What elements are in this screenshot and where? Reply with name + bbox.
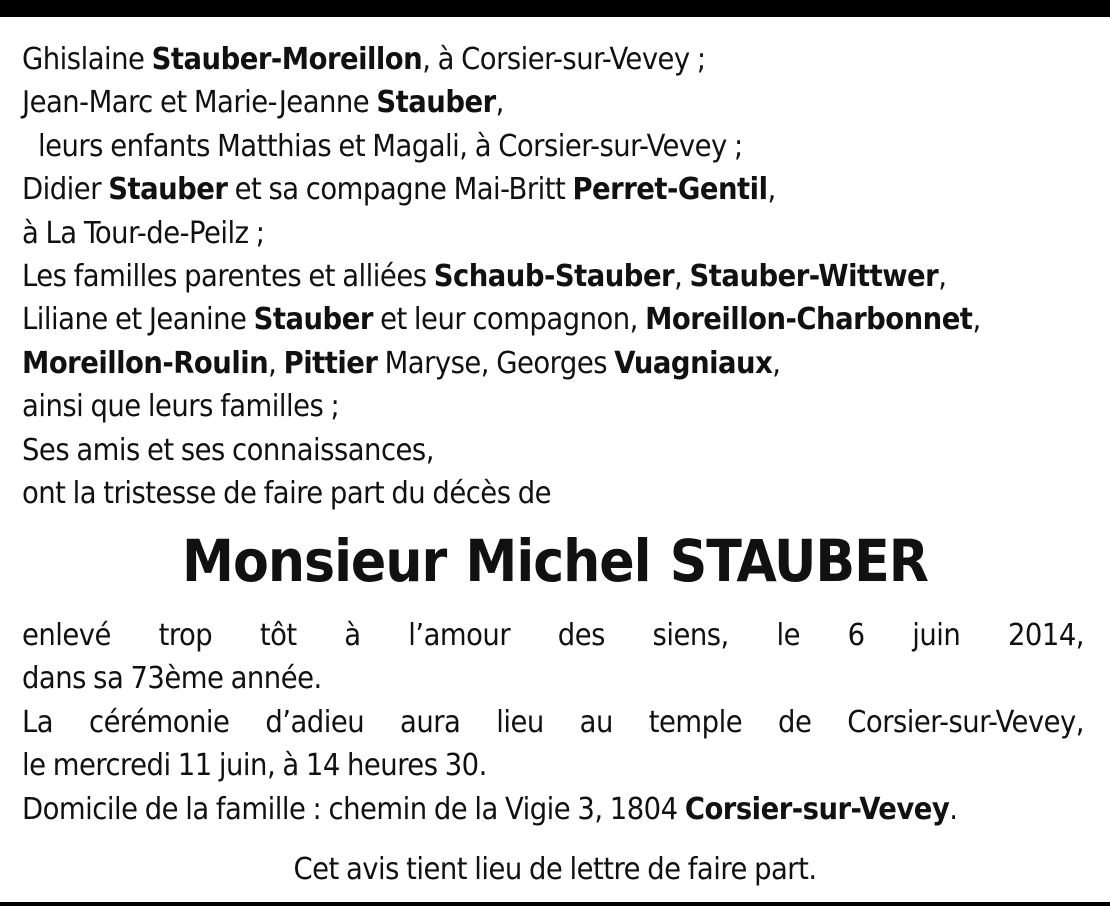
text-segment: leurs enfants Matthias et Magali, à Corsier-sur-Vevey ; [38, 128, 743, 164]
text-segment: à La Tour-de-Peilz ; [22, 215, 265, 251]
announcer-line [22, 125, 1092, 168]
text-segment: et sa compagne Mai-Britt [227, 172, 573, 208]
announcer-line [22, 168, 1092, 211]
text-segment: Jean-Marc et Marie-Jeanne [22, 85, 377, 121]
detail-line [22, 657, 1084, 700]
text-segment: Liliane et Jeanine [22, 302, 254, 338]
bold-name: Moreillon-Charbonnet [645, 302, 973, 338]
text-segment: dans sa 73ème année. [22, 661, 322, 697]
text-segment: . [949, 791, 958, 827]
closing-note: Cet avis tient lieu de lettre de faire part. [293, 852, 817, 887]
text-segment: , à Corsier-sur-Vevey ; [422, 42, 706, 77]
bold-name: Stauber [108, 172, 228, 208]
text-segment: , [772, 345, 781, 381]
text-segment: Ses amis et ses connaissances, [22, 432, 434, 468]
text-segment: , [495, 85, 504, 121]
deceased-name-heading: Monsieur Michel STAUBER [182, 527, 928, 595]
text-segment: Maryse, Georges [377, 345, 615, 381]
text-segment: Ghislaine [22, 42, 152, 77]
announcer-line [22, 385, 1092, 428]
announcer-line [22, 212, 1092, 255]
bold-name: Corsier-sur-Vevey [684, 791, 950, 827]
text-segment: et leur compagnon, [372, 302, 646, 338]
bold-name: Stauber [376, 85, 496, 121]
detail-line [22, 701, 1084, 744]
detail-line [22, 744, 1084, 787]
announcer-line [22, 429, 1092, 472]
bold-name: Moreillon-Roulin [22, 345, 269, 381]
announcer-line [22, 81, 1092, 124]
text-segment: , [972, 302, 981, 338]
announcer-line [22, 472, 1092, 515]
bold-name: Stauber [253, 302, 373, 338]
text-segment: Didier [22, 172, 109, 208]
bold-name: Vuagniaux [614, 345, 773, 381]
top-border-rule [0, 0, 1110, 17]
announcer-line [22, 298, 1092, 341]
text-segment: , [938, 258, 947, 294]
text-segment: Domicile de la famille : chemin de la Vigie 3, 1804 [22, 791, 685, 827]
text-segment: ont la tristesse de faire part du décès de [22, 475, 552, 511]
bold-name: Schaub-Stauber [433, 258, 675, 294]
announcer-line [22, 342, 1092, 385]
text-segment: ainsi que leurs familles ; [22, 389, 340, 425]
text-segment: , [767, 172, 776, 208]
bold-name: Pittier [283, 345, 378, 381]
bottom-border-rule [0, 902, 1110, 906]
announcer-line [22, 255, 1092, 298]
detail-line [22, 788, 1084, 831]
announcing-family-list [22, 38, 1092, 515]
funeral-details [22, 614, 1084, 831]
text-segment: , [268, 345, 284, 381]
bold-name: Stauber-Moreillon [151, 42, 423, 77]
text-segment: , [674, 258, 690, 294]
bold-name: Stauber-Wittwer [689, 258, 939, 294]
text-segment: enlevé trop tôt à l’amour des siens, le 6 juin 2014, [22, 618, 1084, 653]
detail-line [22, 614, 1084, 657]
bold-name: Perret-Gentil [572, 172, 768, 208]
announcer-line [22, 38, 1092, 81]
text-segment: Les familles parentes et alliées [22, 258, 434, 294]
text-segment: le mercredi 11 juin, à 14 heures 30. [22, 748, 487, 784]
text-segment: La cérémonie d’adieu aura lieu au temple de Corsier-sur-Vevey, [22, 704, 1084, 740]
